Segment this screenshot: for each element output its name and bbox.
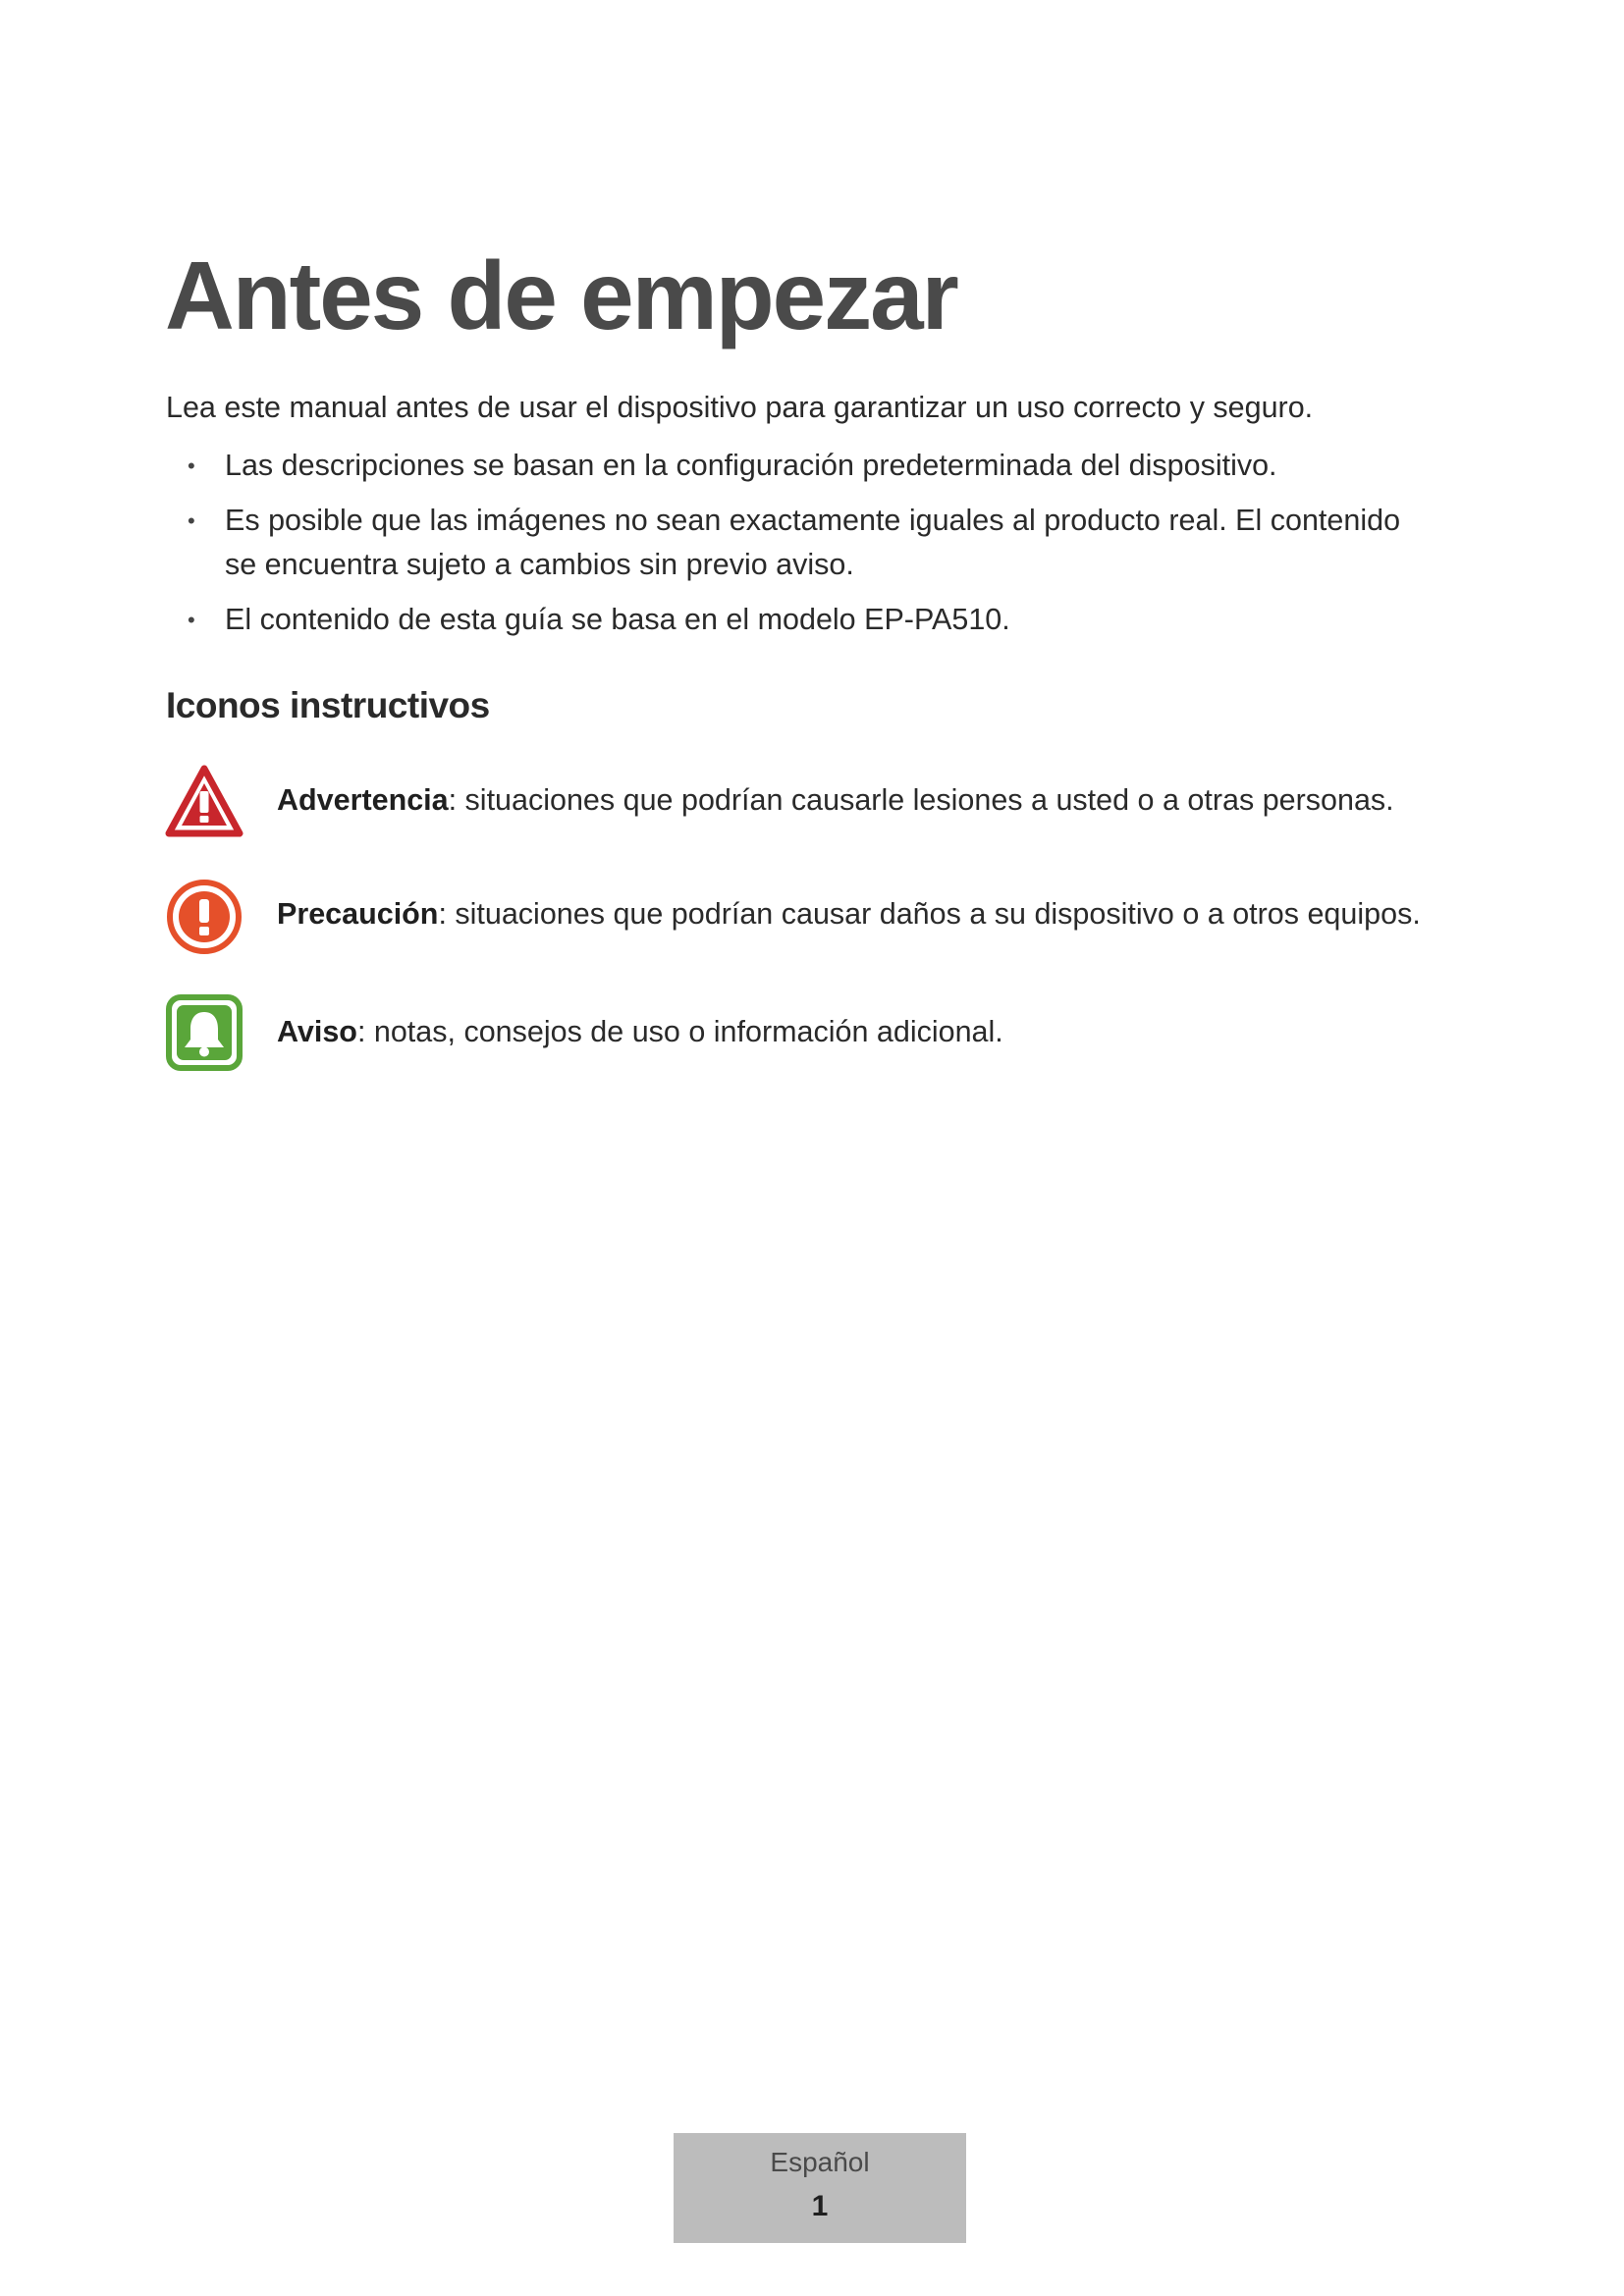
warning-description [277, 783, 1394, 818]
page-number: 1 [811, 2190, 829, 2222]
section-heading: Iconos instructivos [166, 685, 490, 725]
bullet-marker: • [188, 454, 195, 478]
list-item-text: El contenido de esta guía se basa en el modelo EP-PA510. [225, 603, 1010, 636]
notice-text: : notas, consejos de uso o información adicional. [356, 1015, 1003, 1048]
notice-bell-icon [165, 993, 244, 1072]
notice-description [277, 1015, 1003, 1049]
notice-label: Aviso [277, 1015, 357, 1048]
list-item [166, 499, 1403, 587]
notes-list [166, 444, 1403, 653]
caution-circle-icon [165, 878, 244, 956]
warning-row [165, 763, 1441, 841]
caution-description [277, 897, 1421, 932]
bullet-marker: • [188, 508, 195, 533]
list-item [166, 444, 1403, 488]
caution-row [165, 878, 1441, 956]
footer-language: Español [770, 2147, 870, 2177]
notice-row [165, 993, 1441, 1072]
list-item [166, 598, 1403, 642]
warning-label: Advertencia [277, 783, 449, 817]
intro-paragraph: Lea este manual antes de usar el dispositivo para garantizar un uso correcto y seguro. [166, 391, 1314, 424]
page-title: Antes de empezar [165, 241, 957, 349]
caution-text: : situaciones que podrían causar daños a su dispositivo o a otros equipos. [438, 897, 1421, 931]
warning-text: : situaciones que podrían causarle lesiones a usted o a otras personas. [448, 783, 1394, 817]
caution-label: Precaución [277, 897, 439, 931]
list-item-text: Las descripciones se basan en la configuración predeterminada del dispositivo. [225, 449, 1277, 482]
warning-triangle-icon [165, 763, 244, 841]
bullet-marker: • [188, 608, 195, 632]
page-footer [674, 2133, 966, 2243]
list-item-text: Es posible que las imágenes no sean exactamente iguales al producto real. El contenido se encuentra sujeto a cambios sin previo aviso. [225, 504, 1401, 581]
